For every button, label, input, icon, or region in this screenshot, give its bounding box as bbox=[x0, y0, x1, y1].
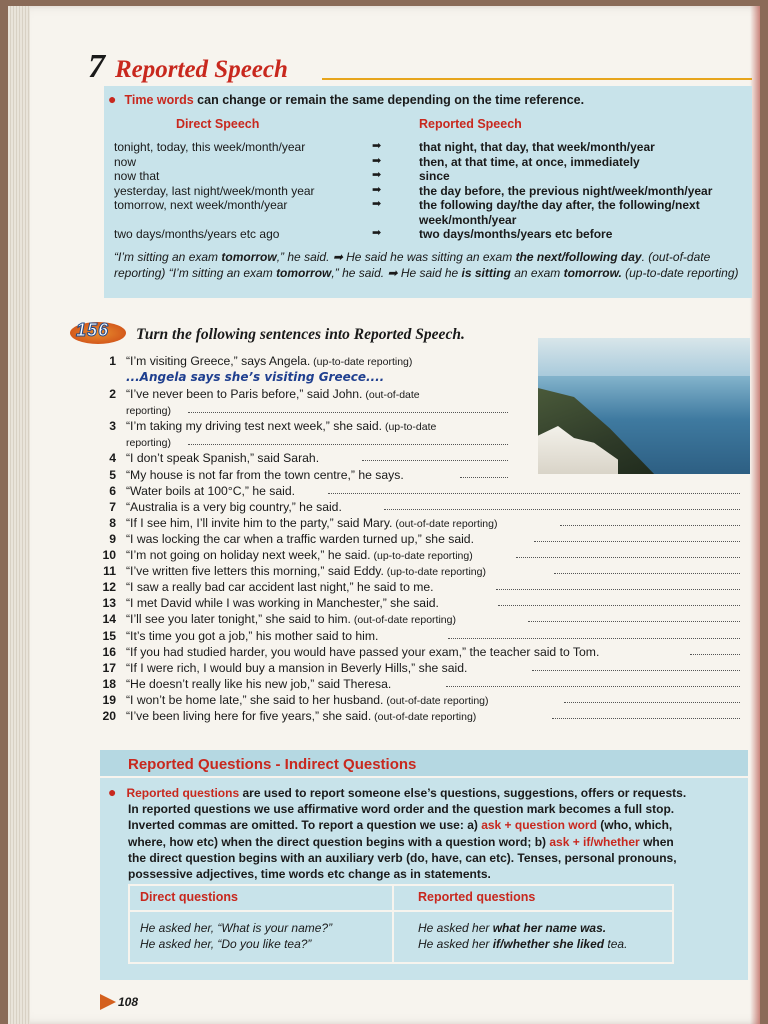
item-number: 16 bbox=[102, 644, 116, 659]
example-text: He asked her bbox=[418, 921, 493, 935]
example-answer: ...Angela says she’s visiting Greece.... bbox=[126, 370, 385, 385]
time-row bbox=[104, 155, 752, 170]
item-text: “I’ve written five letters this morning,” said Eddy. bbox=[126, 564, 384, 579]
answer-line[interactable] bbox=[564, 693, 740, 703]
exercise-instruction: Turn the following sentences into Reported Speech. bbox=[136, 326, 465, 343]
item-text: “I’ll see you later tonight,” she said to him. bbox=[126, 612, 351, 627]
direct-example: He asked her, “What is your name?” bbox=[140, 921, 333, 935]
item-number: 11 bbox=[103, 564, 116, 579]
rq-highlight: ask + question word bbox=[481, 818, 597, 833]
list-item bbox=[96, 500, 746, 516]
time-direct: now that bbox=[114, 169, 160, 183]
item-text: “He doesn’t really like his new job,” said Theresa. bbox=[126, 676, 392, 691]
answer-line[interactable] bbox=[362, 451, 508, 461]
answer-line[interactable] bbox=[690, 645, 740, 655]
answer-line[interactable] bbox=[528, 612, 740, 622]
unit-title: Reported Speech bbox=[115, 56, 288, 83]
answer-line[interactable] bbox=[554, 564, 740, 574]
example-bold: tomorrow bbox=[276, 265, 332, 280]
answer-line[interactable] bbox=[188, 403, 508, 413]
direct-questions-header: Direct questions bbox=[140, 890, 238, 904]
item-text: “I’m visiting Greece,” says Angela. bbox=[126, 354, 311, 368]
list-item bbox=[96, 580, 746, 596]
item-number: 12 bbox=[102, 580, 116, 595]
time-words-rest: can change or remain the same depending on the time reference. bbox=[193, 93, 585, 107]
time-row bbox=[104, 227, 752, 242]
rq-text: when bbox=[639, 834, 674, 849]
item-text: “It’s time you got a job,” his mother said to him. bbox=[126, 628, 379, 643]
time-row bbox=[104, 140, 752, 155]
item-text: “I don’t speak Spanish,” said Sarah. bbox=[126, 451, 320, 466]
answer-line[interactable] bbox=[516, 548, 740, 558]
item-number: 10 bbox=[102, 548, 116, 563]
item-number: 14 bbox=[102, 612, 116, 627]
item-text: “I was locking the car when a traffic warden turned up,” she said. bbox=[126, 531, 474, 546]
reported-questions-box bbox=[100, 750, 748, 980]
table-divider bbox=[392, 886, 394, 962]
list-item bbox=[96, 354, 746, 370]
item-note: (out-of-date reporting) bbox=[383, 694, 489, 707]
time-direct: two days/months/years etc ago bbox=[114, 227, 280, 241]
item-number: 18 bbox=[102, 676, 116, 691]
item-note: (out-of-date reporting) bbox=[392, 517, 498, 530]
time-direct: tonight, today, this week/month/year bbox=[114, 140, 306, 154]
example-text: ,” he said. ➡ He said he bbox=[331, 265, 462, 280]
item-number: 15 bbox=[102, 628, 116, 643]
title-rule bbox=[322, 78, 752, 80]
time-words-example bbox=[114, 250, 748, 281]
example-text: tea. bbox=[604, 937, 628, 951]
item-number: 13 bbox=[102, 596, 116, 611]
time-direct: now bbox=[114, 154, 137, 169]
item-note: (up-to-date bbox=[382, 421, 437, 434]
answer-line[interactable] bbox=[532, 661, 740, 671]
example-text: . (out-of-date reporting) “I’m sitting an exam bbox=[114, 250, 711, 280]
arrow-icon: ➡ bbox=[372, 227, 382, 239]
item-text: “I’ve never been to Paris before,” said John. bbox=[126, 387, 363, 402]
list-item bbox=[96, 645, 746, 661]
list-item bbox=[96, 387, 746, 403]
answer-line[interactable] bbox=[460, 468, 508, 478]
item-number: 6 bbox=[109, 483, 116, 498]
item-text: “I’m not going on holiday next week,” he said. bbox=[126, 548, 371, 563]
item-text: “If I were rich, I would buy a mansion in Beverly Hills,” she said. bbox=[126, 660, 468, 675]
rq-text: are used to report someone else’s questions, suggestions, offers or requests. bbox=[239, 786, 687, 800]
item-text: “Australia is a very big country,” he said. bbox=[126, 499, 342, 514]
time-reported: the following day/the day after, the following/next week/month/year bbox=[419, 198, 700, 227]
answer-line[interactable] bbox=[534, 532, 740, 542]
rq-line bbox=[108, 784, 746, 801]
time-words-lead: Time words bbox=[124, 93, 194, 107]
reported-speech-header: Reported Speech bbox=[419, 117, 522, 131]
item-number: 5 bbox=[109, 467, 116, 482]
time-row bbox=[104, 169, 752, 184]
time-reported: two days/months/years etc before bbox=[419, 227, 613, 241]
textbook-page bbox=[8, 6, 760, 1024]
answer-line[interactable] bbox=[446, 677, 740, 687]
item-text: “I saw a really bad car accident last night,” he said to me. bbox=[126, 580, 434, 595]
direct-speech-header: Direct Speech bbox=[176, 117, 260, 131]
reported-questions-text bbox=[108, 784, 746, 882]
item-number: 8 bbox=[109, 515, 116, 530]
page-arrow-icon bbox=[100, 994, 116, 1010]
list-item bbox=[96, 419, 746, 435]
unit-header bbox=[88, 48, 288, 86]
answer-line[interactable] bbox=[448, 629, 740, 639]
item-text: “If I see him, I’ll invite him to the party,” said Mary. bbox=[126, 515, 393, 530]
item-note: (out-of-date bbox=[362, 389, 420, 402]
bullet-icon: ● bbox=[108, 784, 117, 800]
list-item bbox=[96, 548, 746, 564]
example-bold: is sitting bbox=[461, 265, 511, 280]
item-note: (out-of-date reporting) bbox=[371, 710, 477, 723]
item-note: (up-to-date reporting) bbox=[310, 356, 413, 368]
example-bold: what her name was. bbox=[492, 921, 607, 935]
example-bold: the next/following day bbox=[515, 250, 642, 264]
item-number: 9 bbox=[109, 531, 116, 546]
list-item bbox=[96, 451, 746, 467]
item-note: (out-of-date reporting) bbox=[350, 614, 456, 627]
list-item bbox=[96, 661, 746, 677]
time-reported: since bbox=[419, 169, 450, 183]
time-reported: then, at that time, at once, immediately bbox=[419, 154, 640, 169]
answer-line[interactable] bbox=[498, 596, 740, 606]
list-item bbox=[96, 677, 746, 693]
example-text: an exam bbox=[510, 265, 564, 280]
page-number: 108 bbox=[118, 995, 139, 1009]
example-bold: if/whether she liked bbox=[492, 937, 605, 951]
item-number: 20 bbox=[102, 708, 116, 723]
rq-line: In reported questions we use affirmative word order and the question mark becomes a full stop. bbox=[128, 802, 675, 817]
reported-example bbox=[418, 936, 627, 952]
rq-line bbox=[108, 817, 746, 833]
list-item bbox=[96, 596, 746, 612]
time-row bbox=[104, 198, 752, 227]
example-answer-row bbox=[96, 370, 746, 387]
answer-line[interactable] bbox=[552, 709, 740, 719]
list-item bbox=[96, 629, 746, 645]
rq-line bbox=[108, 834, 746, 850]
item-number: 7 bbox=[109, 499, 116, 514]
list-item bbox=[96, 516, 746, 532]
arrow-icon: ➡ bbox=[372, 169, 382, 181]
example-text: “I’m sitting an exam bbox=[114, 250, 222, 264]
item-note: reporting) bbox=[126, 437, 171, 450]
answer-line[interactable] bbox=[496, 580, 740, 590]
answer-line[interactable] bbox=[188, 435, 508, 445]
time-words-intro bbox=[108, 91, 584, 107]
list-item bbox=[96, 435, 746, 451]
list-item bbox=[96, 484, 746, 500]
list-item bbox=[96, 532, 746, 548]
time-words-box bbox=[104, 86, 752, 298]
arrow-icon: ➡ bbox=[372, 154, 382, 167]
rq-line: the direct question begins with an auxiliary verb (do, have, can etc). Tenses, personal pronouns, bbox=[128, 850, 677, 865]
exercise-sentences bbox=[96, 354, 746, 725]
item-note: (up-to-date reporting) bbox=[383, 566, 486, 579]
exercise-number: 156 bbox=[76, 320, 110, 340]
item-text: “If you had studied harder, you would have passed your exam,” the teacher said to Tom. bbox=[126, 644, 600, 659]
answer-line[interactable] bbox=[328, 484, 740, 494]
reported-questions-heading: Reported Questions - Indirect Questions bbox=[128, 756, 417, 773]
item-note: (up-to-date reporting) bbox=[370, 550, 473, 563]
item-text: “I’ve been living here for five years,” she said. bbox=[126, 708, 372, 723]
time-reported: that night, that day, that week/month/year bbox=[419, 140, 655, 154]
item-number: 19 bbox=[102, 692, 116, 707]
answer-line[interactable] bbox=[560, 516, 740, 526]
example-bold: tomorrow. bbox=[563, 265, 622, 280]
time-words-table bbox=[104, 140, 752, 242]
time-direct: tomorrow, next week/month/year bbox=[114, 198, 288, 212]
list-item bbox=[96, 709, 746, 725]
rq-text: (who, which, bbox=[596, 818, 673, 833]
direct-examples bbox=[140, 920, 332, 952]
list-item bbox=[96, 564, 746, 580]
example-text: ,” he said. ➡ He said he was sitting an exam bbox=[276, 250, 516, 264]
arrow-icon: ➡ bbox=[372, 183, 382, 196]
time-reported: the day before, the previous night/week/month/year bbox=[419, 183, 713, 198]
item-note: reporting) bbox=[126, 405, 171, 418]
item-text: “I met David while I was working in Manchester,” she said. bbox=[126, 596, 439, 611]
rq-line: possessive adjectives, time words etc change as in statements. bbox=[128, 867, 491, 882]
rq-lead: Reported questions bbox=[126, 786, 240, 800]
rq-text: where, how etc) when the direct question begins with a question word; b) bbox=[128, 834, 550, 849]
example-bold: tomorrow bbox=[221, 250, 277, 264]
rq-highlight: ask + if/whether bbox=[549, 834, 640, 849]
time-direct: yesterday, last night/week/month year bbox=[114, 183, 315, 198]
bullet-icon: ● bbox=[108, 91, 117, 107]
reported-examples bbox=[418, 920, 627, 952]
time-row bbox=[104, 184, 752, 199]
example-text: (up-to-date reporting) bbox=[621, 265, 739, 280]
item-number: 4 bbox=[109, 451, 116, 466]
item-number: 17 bbox=[102, 660, 116, 675]
list-item bbox=[96, 403, 746, 419]
item-text: “My house is not far from the town centre,” he says. bbox=[126, 467, 404, 482]
reported-questions-header bbox=[100, 750, 748, 778]
answer-line[interactable] bbox=[384, 500, 740, 510]
item-number: 2 bbox=[109, 387, 116, 402]
list-item bbox=[96, 693, 746, 709]
direct-example: He asked her, “Do you like tea?” bbox=[140, 937, 312, 951]
reported-questions-header-cell: Reported questions bbox=[418, 890, 536, 904]
table-divider bbox=[130, 910, 672, 912]
list-item bbox=[96, 468, 746, 484]
item-text: “I won’t be home late,” she said to her husband. bbox=[126, 692, 384, 707]
reported-example bbox=[418, 920, 627, 936]
questions-table bbox=[128, 884, 674, 964]
example-text: He asked her bbox=[418, 937, 493, 951]
page-edge-left bbox=[8, 6, 30, 1024]
item-number: 3 bbox=[109, 419, 116, 434]
item-text: “Water boils at 100°C,” he said. bbox=[126, 483, 296, 498]
rq-text: Inverted commas are omitted. To report a question we use: a) bbox=[128, 818, 482, 833]
item-number: 1 bbox=[109, 354, 116, 368]
unit-number: 7 bbox=[88, 48, 105, 85]
list-item bbox=[96, 612, 746, 628]
item-text: “I’m taking my driving test next week,” she said. bbox=[126, 419, 383, 434]
arrow-icon: ➡ bbox=[372, 198, 382, 210]
arrow-icon: ➡ bbox=[372, 140, 382, 152]
